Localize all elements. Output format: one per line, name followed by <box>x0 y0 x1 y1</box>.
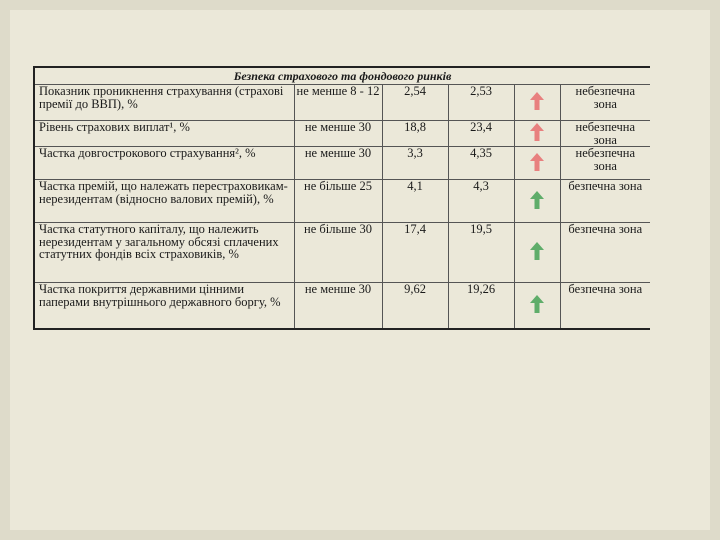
indicator-cell: Показник проникнення страхування (страхові премії до ВВП), % <box>34 85 294 121</box>
indicator-cell: Частка довгострокового страхування², % <box>34 147 294 180</box>
threshold-cell: не менше 8 - 12 <box>294 85 382 121</box>
value-year2-cell: 4,35 <box>448 147 514 180</box>
threshold-cell: не менше 30 <box>294 121 382 147</box>
value-year2-cell: 19,5 <box>448 223 514 283</box>
threshold-cell: не менше 30 <box>294 283 382 329</box>
security-table <box>33 66 650 330</box>
zone-cell: безпечна зона <box>560 283 650 329</box>
red-up-arrow-icon <box>530 123 544 141</box>
zone-cell: небезпечна зона <box>560 85 650 121</box>
security-table-container <box>33 66 649 330</box>
red-up-arrow-icon <box>530 92 544 110</box>
value-year2-cell: 19,26 <box>448 283 514 329</box>
zone-cell: безпечна зона <box>560 180 650 223</box>
zone-cell: небезпечна зона <box>560 147 650 180</box>
value-year2-cell: 23,4 <box>448 121 514 147</box>
indicator-cell: Частка премій, що належать перестраховикам-нерезидентам (відносно валових премій), % <box>34 180 294 223</box>
trend-cell <box>514 283 560 329</box>
value-year1-cell: 4,1 <box>382 180 448 223</box>
value-year1-cell: 2,54 <box>382 85 448 121</box>
threshold-cell: не більше 30 <box>294 223 382 283</box>
table-row <box>34 283 650 329</box>
indicator-cell: Частка покриття державними цінними паперами внутрішнього державного боргу, % <box>34 283 294 329</box>
zone-cell: небезпечна зона <box>560 121 650 147</box>
trend-cell <box>514 180 560 223</box>
trend-cell <box>514 121 560 147</box>
threshold-cell: не менше 30 <box>294 147 382 180</box>
table-title: Безпека страхового та фондового ринків <box>34 67 650 85</box>
table-row <box>34 180 650 223</box>
table-row <box>34 121 650 147</box>
threshold-cell: не більше 25 <box>294 180 382 223</box>
trend-cell <box>514 147 560 180</box>
trend-cell <box>514 85 560 121</box>
table-body <box>34 85 650 329</box>
value-year2-cell: 2,53 <box>448 85 514 121</box>
value-year1-cell: 18,8 <box>382 121 448 147</box>
value-year1-cell: 3,3 <box>382 147 448 180</box>
green-up-arrow-icon <box>530 191 544 209</box>
zone-cell: безпечна зона <box>560 223 650 283</box>
indicator-cell: Частка статутного капіталу, що належить нерезидентам у загальному обсязі сплачених статутних фондів всіх страховиків, % <box>34 223 294 283</box>
table-row <box>34 147 650 180</box>
value-year1-cell: 9,62 <box>382 283 448 329</box>
table-row <box>34 223 650 283</box>
green-up-arrow-icon <box>530 242 544 260</box>
trend-cell <box>514 223 560 283</box>
green-up-arrow-icon <box>530 295 544 313</box>
indicator-cell: Рівень страхових виплат¹, % <box>34 121 294 147</box>
value-year1-cell: 17,4 <box>382 223 448 283</box>
value-year2-cell: 4,3 <box>448 180 514 223</box>
red-up-arrow-icon <box>530 153 544 171</box>
table-row <box>34 85 650 121</box>
